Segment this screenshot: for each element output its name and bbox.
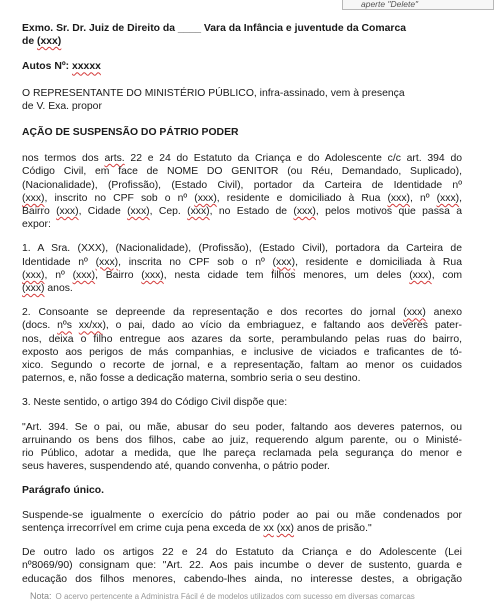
eca-line: nº8069/90) consignam que: "Art. 22. Aos pais incumbe o dever de sustento, guarda e bbox=[22, 560, 462, 572]
case-number bbox=[22, 60, 462, 73]
placeholder-text: (xxx) bbox=[22, 269, 45, 281]
eca-paragraph bbox=[22, 546, 462, 586]
placeholder-text: (xxx) bbox=[72, 269, 96, 281]
text-line: (xxx) anos. bbox=[22, 283, 73, 295]
quote-line: seus haveres, suspendendo até, quando convenha, o pátrio poder. bbox=[22, 461, 330, 473]
text-line: Bairro (xxx), Cidade (xxx), Cep. (xxx), no Estado de (xxx), pelos motivos que passa a bbox=[22, 206, 462, 218]
placeholder-text: (xxx) bbox=[436, 192, 460, 204]
art-394-quote bbox=[22, 421, 462, 474]
eca-line: educação dos filhos menores, cabendo-lhes ainda, no interesse destes, a obrigação bbox=[22, 573, 462, 585]
text-line: nos termos dos arts. 22 e 24 do Estatuto da Criança e do Adolescente c/c art. 394 do bbox=[22, 153, 463, 165]
intro-paragraph bbox=[22, 87, 462, 113]
paragraph-1 bbox=[22, 242, 462, 295]
text-line: (docs. nºs xx/xx), o pai, dado ao vício da embriaguez, e faltando aos deveres pater- bbox=[22, 320, 462, 332]
text-line: nos, deixa o filho entregue aos azares da sorte, perambulando pelas ruas do bairro, bbox=[22, 333, 462, 345]
placeholder-text: nºs bbox=[57, 320, 72, 332]
placeholder-text: arts. bbox=[104, 153, 125, 165]
court-header bbox=[22, 22, 462, 48]
placeholder-text: (xxx) bbox=[95, 256, 119, 268]
text-line: (xxx), nº (xxx), Bairro (xxx), nesta cidade tem filhos menores, um deles (xxx), com bbox=[22, 269, 463, 281]
action-title: AÇÃO DE SUSPENSÃO DO PÁTRIO PODER bbox=[22, 127, 239, 139]
delete-hint-box: aperte "Delete" bbox=[342, 0, 494, 10]
text-line: 1. A Sra. (XXX), (Nacionalidade), (Profissão), (Estado Civil), portadora da Carteira de bbox=[22, 243, 462, 255]
placeholder-text: (xxx) bbox=[403, 307, 426, 319]
case-number-value: xxxxx bbox=[71, 61, 101, 73]
placeholder-text: xx/xx bbox=[78, 320, 103, 332]
intro-line: de V. Exa. propor bbox=[22, 100, 102, 112]
text-line: sentença irrecorrível em crime cuja pena exceda de xx (xx) anos de prisão." bbox=[22, 522, 372, 534]
placeholder-text: (xxx) bbox=[141, 269, 164, 281]
placeholder-text: (xxx) bbox=[22, 283, 45, 295]
placeholder-text: xx bbox=[263, 522, 274, 534]
case-number-label: Autos Nº: bbox=[22, 61, 72, 73]
paragraph-3: 3. Neste sentido, o artigo 394 do Código Civil dispõe que: bbox=[22, 397, 288, 409]
footer-note-text: O acervo pertencente a Administra Fácil é de modelos utilizados com sucesso em diversas comarcas bbox=[55, 592, 415, 601]
text-line: xico. Segundo o recorte de jornal, e a representação, faltam ao menor os cuidados bbox=[22, 360, 462, 372]
placeholder-text: (xxx) bbox=[387, 192, 410, 204]
paragraph-unique-title: Parágrafo único. bbox=[22, 485, 104, 497]
court-header-line: Exmo. Sr. Dr. Juiz de Direito da ____ Vara da Infância e juventude da Comarca bbox=[22, 23, 407, 34]
placeholder-text: (xxx) bbox=[272, 256, 296, 268]
text-line: 2. Consoante se depreende da representação e dos recortes do jornal (xxx) anexo bbox=[22, 307, 462, 319]
placeholder-text: (xxx) bbox=[187, 206, 210, 218]
placeholder-text: (xxx) bbox=[127, 206, 150, 218]
eca-line: De outro lado os artigos 22 e 24 do Estatuto da Criança e do Adolescente (Lei bbox=[22, 547, 462, 559]
text-line: paternos, e, não fosse a dedicação materna, sombrio seria o seu destino. bbox=[22, 373, 361, 385]
text-line: (xxx), inscrito no CPF sob o nº (xxx), residente e domiciliado à Rua (xxx), nº (xxx), bbox=[22, 192, 462, 204]
paragraph-2 bbox=[22, 306, 462, 385]
placeholder-text: (xxx) bbox=[56, 206, 79, 218]
footer-note-label: Nota: bbox=[30, 591, 52, 601]
intro-line: O REPRESENTANTE DO MINISTÉRIO PÚBLICO, infra-assinado, vem à presença bbox=[22, 87, 405, 99]
quote-line: rio Público, adotar a medida, que lhe pareça reclamada pela segurança do menor e bbox=[22, 448, 462, 460]
placeholder-text: (xxx) bbox=[22, 192, 45, 204]
text-line: expor: bbox=[22, 219, 51, 231]
text-line: Suspende-se igualmente o exercício do pátrio poder ao pai ou mãe condenados por bbox=[22, 509, 462, 521]
text-line: (Nacionalidade), (Profissão), (Estado Civil), portador da Carteira de Identidade nº bbox=[22, 179, 462, 191]
court-header-line bbox=[22, 35, 462, 48]
placeholder-text: (xxx) bbox=[194, 192, 217, 204]
placeholder-text: (xxx) bbox=[409, 269, 432, 281]
paragraph-terms bbox=[22, 152, 462, 231]
text-line: Identidade nº (xxx), inscrita no CPF sob o nº (xxx), residente e domiciliada à Rua bbox=[22, 256, 462, 268]
placeholder-text: (xx) bbox=[276, 522, 295, 534]
placeholder-text: (xxx) bbox=[37, 36, 62, 48]
text-line: Código Civil, em face de NOME DO GENITOR (ou Réu, Demandado, Suplicado), bbox=[22, 166, 462, 178]
quote-line: arruinando os bens dos filhos, cabe ao juiz, requerendo algum parente, ou o Ministé- bbox=[22, 434, 462, 446]
quote-line: "Art. 394. Se o pai, ou mãe, abusar do seu poder, faltando aos deveres paternos, ou bbox=[22, 421, 462, 433]
document-body bbox=[22, 22, 462, 586]
text-line: exposto aos perigos de más companhias, e inclusive de viciados e traficantes de tó- bbox=[22, 346, 462, 358]
court-header-text: de bbox=[22, 36, 38, 48]
placeholder-text: (xxx) bbox=[293, 206, 316, 218]
paragraph-unique-text bbox=[22, 509, 462, 535]
